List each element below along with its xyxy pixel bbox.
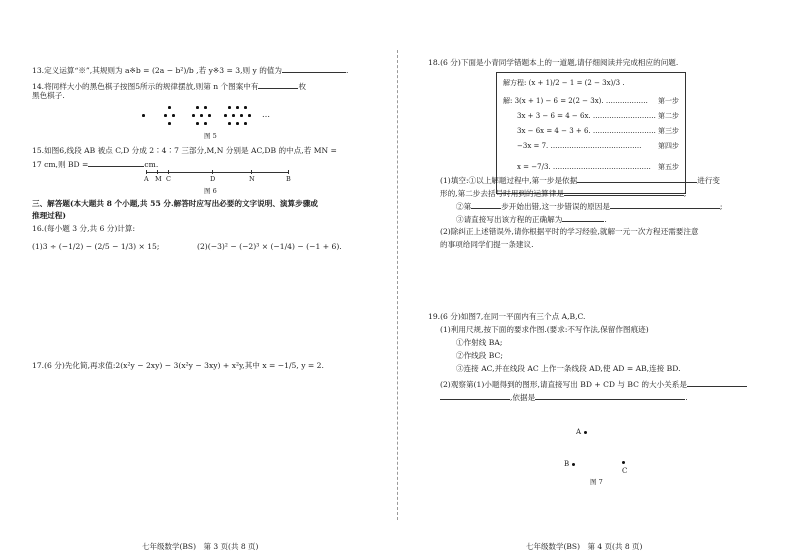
question-16-1: (1)3 ÷ (−1/2) − (2/5 − 1/3) × 15; bbox=[32, 242, 160, 251]
chess-piece bbox=[248, 114, 251, 117]
ellipsis: … bbox=[262, 110, 270, 119]
answer-blank[interactable] bbox=[564, 187, 684, 196]
chess-piece bbox=[196, 106, 199, 109]
point-a: A bbox=[576, 428, 587, 437]
chess-piece bbox=[244, 106, 247, 109]
chess-piece bbox=[244, 122, 247, 125]
point-label: C bbox=[166, 175, 171, 183]
step-label: 第三步 bbox=[658, 127, 679, 135]
answer-blank[interactable] bbox=[282, 64, 346, 73]
step-label: 第二步 bbox=[658, 112, 679, 120]
section-3-heading-cont: 推理过程) bbox=[32, 211, 66, 220]
question-18-2-cont: 的事项给同学们提一条建议. bbox=[440, 240, 534, 249]
question-19-1-2: ②作线段 BC; bbox=[456, 351, 503, 360]
footer-page-3: 七年级数学(BS) 第 3 页(共 8 页) bbox=[142, 542, 259, 551]
answer-blank[interactable] bbox=[535, 391, 685, 400]
question-13: 13.定义运算“※”,其规则为 a※b = (2a − b²)/b ,若 y※3 = 3,则 y 的值为 . bbox=[32, 66, 349, 75]
footer-page-4: 七年级数学(BS) 第 4 页(共 8 页) bbox=[526, 542, 643, 551]
question-14: 14.将同样大小的黑色棋子按图5所示的规律摆放,则第 n 个图案中有 枚 bbox=[32, 82, 307, 91]
question-15-cont: 17 cm,则 BD = cm. bbox=[32, 160, 159, 169]
question-16: 16.(每小题 3 分,共 6 分)计算: bbox=[32, 224, 136, 233]
point-c: C bbox=[622, 458, 627, 476]
step-label: 第一步 bbox=[658, 97, 679, 105]
figure-5-caption: 图 5 bbox=[204, 132, 217, 140]
chess-piece bbox=[200, 114, 203, 117]
question-18-1-cont: 形的,第二步去括号时用到的运算律是 ; bbox=[440, 189, 687, 198]
chess-piece bbox=[204, 106, 207, 109]
answer-blank[interactable] bbox=[610, 200, 720, 209]
solution-line: x = −7/3. …………………………………… bbox=[517, 163, 651, 171]
question-19-1-3: ③连接 AC,并在线段 AC 上作一条线段 AD,使 AD = AB,连接 BD. bbox=[456, 364, 681, 373]
page-divider bbox=[397, 50, 398, 520]
point-label: D bbox=[210, 175, 216, 183]
question-15: 15.如图6,线段 AB 被点 C,D 分成 2∶4∶7 三部分,M,N 分别是 AC,DB 的中点,若 MN = bbox=[32, 146, 337, 155]
answer-blank[interactable] bbox=[687, 378, 747, 387]
figure-6-line bbox=[144, 170, 294, 188]
chess-piece bbox=[142, 114, 145, 117]
solution-line: 解方程: (x + 1)/2 − 1 = (2 − 3x)/3 . bbox=[503, 79, 625, 87]
solution-line: −3x = 7. ………………………………… bbox=[517, 142, 642, 150]
point-b: B bbox=[564, 460, 575, 469]
section-3-heading: 三、解答题(本大题共 8 个小题,共 55 分.解答时应写出必要的文字说明、演算步骤或 bbox=[32, 199, 318, 208]
step-label: 第五步 bbox=[658, 163, 679, 171]
solution-line: 3x − 6x = 4 − 3 + 6. ……………………… bbox=[517, 127, 656, 135]
question-19-1: (1)利用尺规,按下面的要求作图.(要求:不写作法,保留作图痕迹) bbox=[440, 325, 649, 334]
figure-5-dots bbox=[140, 104, 300, 130]
answer-blank[interactable] bbox=[258, 80, 298, 89]
point-label: M bbox=[155, 175, 162, 183]
chess-piece bbox=[208, 114, 211, 117]
chess-piece bbox=[236, 122, 239, 125]
question-19-2-cont: ,依据是 . bbox=[440, 391, 688, 402]
chess-piece bbox=[228, 106, 231, 109]
point-label: A bbox=[144, 175, 149, 183]
answer-blank[interactable] bbox=[471, 200, 501, 209]
question-19-1-1: ①作射线 BA; bbox=[456, 338, 503, 347]
question-16-2: (2)(−3)² − (−2)³ × (−1/4) − (−1 + 6). bbox=[197, 242, 342, 251]
chess-piece bbox=[168, 122, 171, 125]
chess-piece bbox=[224, 114, 227, 117]
step-label: 第四步 bbox=[658, 142, 679, 150]
question-18-2: (2)除纠正上述错误外,请你根据平时的学习经验,就解一元一次方程还需要注意 bbox=[440, 227, 699, 236]
chess-piece bbox=[172, 114, 175, 117]
question-18-1: (1)填空:①以上解题过程中,第一步是依据 进行变 bbox=[440, 176, 721, 185]
chess-piece bbox=[236, 106, 239, 109]
answer-blank[interactable] bbox=[88, 158, 144, 167]
question-14-cont: 黑色棋子. bbox=[32, 91, 65, 100]
chess-piece bbox=[192, 114, 195, 117]
figure-7-caption: 图 7 bbox=[590, 478, 603, 486]
point-label: N bbox=[249, 175, 255, 183]
chess-piece bbox=[204, 122, 207, 125]
chess-piece bbox=[232, 114, 235, 117]
solution-line: 解: 3(x + 1) − 6 = 2(2 − 3x). ……………… bbox=[503, 97, 648, 105]
question-17: 17.(6 分)先化简,再求值:2(x²y − 2xy) − 3(x²y − 3xy) + x²y,其中 x = −1/5, y = 2. bbox=[32, 361, 324, 370]
answer-blank[interactable] bbox=[440, 391, 510, 400]
answer-blank[interactable] bbox=[577, 174, 697, 183]
question-19: 19.(6 分)如图7,在同一平面内有三个点 A,B,C. bbox=[428, 312, 586, 321]
question-18: 18.(6 分)下面是小青同学错题本上的一道题,请仔细阅读并完成相应的问题. bbox=[428, 58, 679, 67]
chess-piece bbox=[168, 106, 171, 109]
figure-6-caption: 图 6 bbox=[204, 187, 217, 195]
chess-piece bbox=[240, 114, 243, 117]
chess-piece bbox=[164, 114, 167, 117]
question-18-1-2: ②第 步开始出错,这一步错误的原因是 ; bbox=[456, 202, 723, 211]
answer-blank[interactable] bbox=[562, 213, 604, 222]
question-19-2: (2)观察第(1)小题得到的图形,请直接写出 BD + CD 与 BC 的大小关系是 bbox=[440, 378, 747, 389]
chess-piece bbox=[228, 122, 231, 125]
solution-line: 3x + 3 − 6 = 4 − 6x. ……………………… bbox=[517, 112, 656, 120]
chess-piece bbox=[196, 122, 199, 125]
point-label: B bbox=[286, 175, 291, 183]
question-18-1-3: ③请直接写出该方程的正确解为 . bbox=[456, 215, 607, 224]
